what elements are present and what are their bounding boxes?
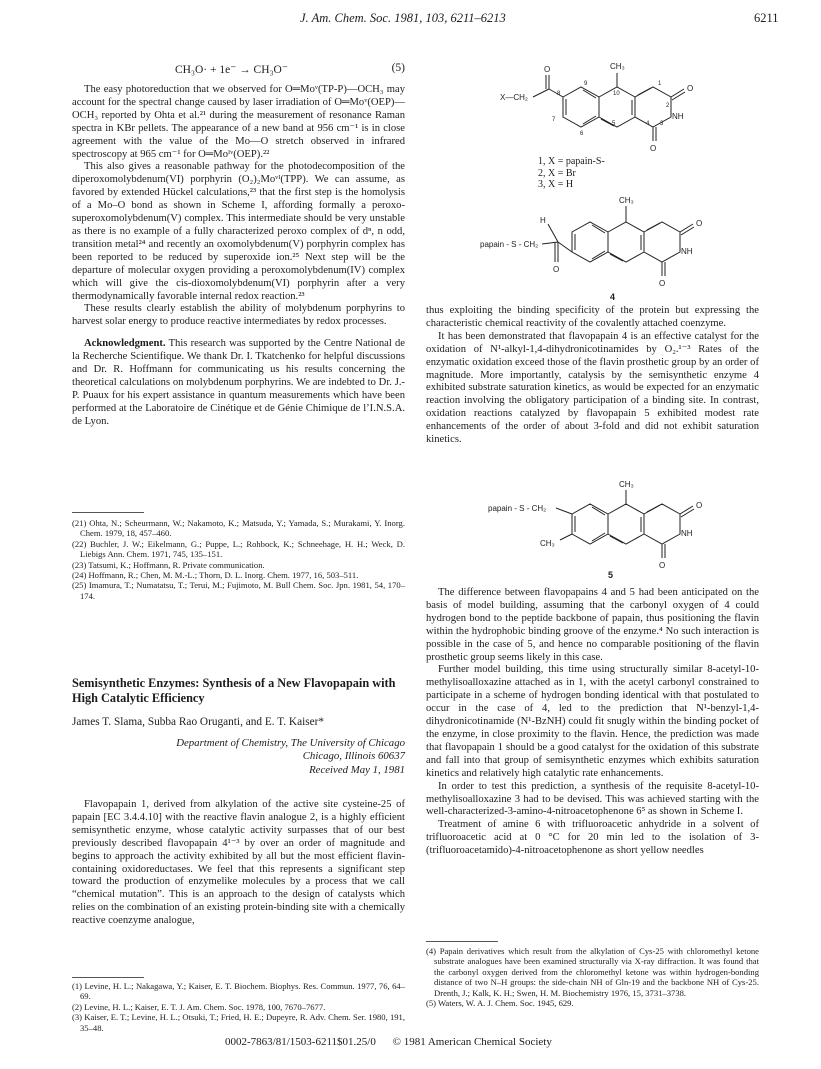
compound-number: 5 xyxy=(608,570,614,580)
left-column-body xyxy=(72,84,405,429)
received-date: Received May 1, 1981 xyxy=(309,763,405,776)
oxo-label: O xyxy=(696,501,703,510)
acknowledgment-text: This research was supported by the Centre National de la Recherche Scientifique. We thank Dr. I. Tkatchenko for helpful discussions and Dr. R. Hoffmann for communicating us his results concerning the theoretical calculations on molybdenum porphyrins. We are indebted to Dr. J.-P. Puaux for his expert assistance in quantum measurements which have been performed at the Laboratoire de Cinétique et de Génie Chimique de l’I.N.S.A. de Lyon. xyxy=(72,338,405,427)
paragraph: Treatment of amine 6 with trifluoroacetic anhydride in a solvent of trifluoroacetic acid at 0 °C for 20 min led to the isolation of 3-(trifluoroacetamido)-4-nitroacetophenone as short yellow needles xyxy=(426,819,759,857)
atom-number: 3 xyxy=(660,121,664,127)
paragraph: thus exploiting the binding specificity of the protein but expressing the characteristic chemical reactivity of the covalently attached coenzyme. xyxy=(426,305,759,329)
nh-label: NH xyxy=(681,247,693,256)
reference: (2) Levine, H. L.; Kaiser, E. T. J. Am. Chem. Soc. 1978, 100, 7670–7677. xyxy=(72,1001,326,1012)
footnote-rule xyxy=(72,977,144,978)
flavin-structure-5 xyxy=(488,478,728,580)
page-number: 6211 xyxy=(754,11,779,25)
paragraph: Flavopapain 1, derived from alkylation of the active site cysteine-25 of papain [EC 3.4.4.10] with the reactive flavin analogue 2, is a highly efficient semisynthetic enzyme, whose catalytic activity surpasses that of our best previously described flavopapain 4¹⁻³ by over an order of magnitude and begins to approach the activity exhibited by all but the most efficient flavin-containing oxidoreductases. We feel that this represents a significant step toward the production of enzymelike molecules by a process that we call “chemical mutation”. This is an approach to the design of catalysts which relies on the combination of an existing protein-binding site with a chemically reactive coenzyme analogue, xyxy=(72,799,405,927)
equation-number: (5) xyxy=(391,62,405,74)
methyl-label: CH₃ xyxy=(610,62,625,71)
references-bottom-left xyxy=(72,981,405,1033)
references-top xyxy=(72,518,405,601)
right-column-body-b xyxy=(426,587,759,858)
oxo-label: O xyxy=(659,561,666,570)
right-column-body-a xyxy=(426,305,759,447)
paragraph: Further model building, this time using structurally similar 8-acetyl-10-methylisoalloxazine attached as in 1, with the acetyl carbonyl constrained to participate in a scheme of hydrogen bonding identical with that postulated to occur in the case of 4, led to the prediction that N¹-benzyl-1,4-dihydronicotinamide (N¹-BzNH) could fit snugly within the binding pocket of the enzyme, in close proximity to the flavin. Hence, the prediction was made that flavopapain 1 should be a good catalyst for the oxidation of this substrate and fall into that group of semisynthetic enzymes which exhibits saturation kinetics and relatively high catalytic rate enhancements. xyxy=(426,664,759,779)
atom-number: 1 xyxy=(658,81,662,87)
flavin-structure-4 xyxy=(480,192,720,304)
article-first-paragraph xyxy=(72,799,405,928)
nh-label: NH xyxy=(681,529,693,538)
paragraph: The difference between flavopapains 4 and 5 had been anticipated on the basis of model building, assuming that the carbonyl oxygen of 4 could hydrogen bond to the peptide backbone of papain, thus positioning the flavin within the hydrophobic binding groove of the enzyme.⁴ No such interaction is possible in the case of 5, and hence no comparable positioning of the flavin prosthetic group seems likely in this case. xyxy=(426,587,759,663)
footer-code: 0002-7863/81/1503-6211$01.25/0 xyxy=(225,1036,376,1048)
atom-number: 9 xyxy=(584,81,588,87)
reference: (3) Kaiser, E. T.; Levine, H. L.; Otsuki, T.; Fried, H. E.; Dupeyre, R. Adv. Chem. Ser. 1980, 191, 35–48. xyxy=(72,1012,405,1033)
compound-2: 2, X = Br xyxy=(538,167,576,179)
footnote-rule xyxy=(72,512,144,513)
acknowledgment xyxy=(72,338,405,428)
nh-label: NH xyxy=(672,112,684,121)
article-title: Semisynthetic Enzymes: Synthesis of a New Flavopapain with High Catalytic Efficiency xyxy=(72,676,396,705)
paragraph: The easy photoreduction that we observed for O═Moᵛ(TP-P)—OCH₃ may account for the spectral change caused by laser irradiation of O═Moᵛ(OEP)—OCH₃ reported by Ohta et al.²¹ during the measurement of resonance Raman spectra in KBr pellets. The appearance of a new band at 956 cm⁻¹ is in close agreement with the value of the Mo—O stretch observed in infrared spectroscopy at 965 cm⁻¹ for O═Moᴵᵛ(OEP).²² xyxy=(72,84,405,160)
flavin-structure-1 xyxy=(500,55,730,175)
compound-number: 4 xyxy=(610,292,616,302)
oxo-label: O xyxy=(687,84,694,93)
affiliation-line: Department of Chemistry, The University of Chicago xyxy=(176,737,405,749)
article-affiliation xyxy=(72,737,405,777)
reference: (5) Waters, W. A. J. Chem. Soc. 1945, 629. xyxy=(426,998,574,1009)
compound-1: 1, X = papain-S- xyxy=(538,156,605,167)
reference: (22) Buchler, J. W.; Eikelmann, G.; Puppe, L.; Rohbock, K.; Schneehage, H. H.; Weck, D. Liebigs Ann. Chem. 1971, 745, 135–151. xyxy=(72,538,405,560)
atom-number: 10 xyxy=(613,91,620,97)
atom-number: 5 xyxy=(612,121,616,127)
atom-number: 4 xyxy=(646,121,650,127)
article-authors: James T. Slama, Subba Rao Oruganti, and E. T. Kaiser* xyxy=(72,716,325,728)
atom-number: 6 xyxy=(580,131,584,137)
paragraph: This also gives a reasonable pathway for the photodecomposition of the diperoxomolybdenum(VI) porphyrin (O₂)₂Moᵛᴵ(TPP). We can assume, as favored by extended Hückel calculations,²³ that the first step is the homolysis of a Mo–O bond as shown in Scheme I, affording formally a peroxo-superoxomolybdenum(V) complex. This intermediate should be very unstable as there is no example of a fully characterized peroxo complex of dⁿ, n odd, transition metal²⁴ and recently an oxomolybdenum(V) porphyrin complex has been reported to be reduced by superoxide ion.²⁵ Next step will be the departure of molecular oxygen providing a peroxomolybdenum(IV) complex which will give the cis-dioxomolybdenum(VI) porphyrin after a very thermodynamically favorable internal redox reaction.²³ xyxy=(72,161,405,302)
oxo-label: O xyxy=(650,144,657,153)
compound-3: 3, X = H xyxy=(538,179,574,191)
reference: (24) Hoffmann, R.; Chen, M. M.-L.; Thorn, D. L. Inorg. Chem. 1977, 16, 503–511. xyxy=(72,570,359,581)
reference: (23) Tatsumi, K.; Hoffmann, R. Private communication. xyxy=(72,559,265,570)
methyl-label: CH₃ xyxy=(619,196,634,205)
oxo-label: O xyxy=(544,65,551,74)
article-heading xyxy=(72,676,405,777)
paragraph: In order to test this prediction, a synthesis of the requisite 8-acetyl-10-methylisoalloxazine 3 had to be devised. This was achieved starting with the well-characterized-3-amino-4-nitroacetophenone 6⁵ as shown in Scheme I. xyxy=(426,780,759,818)
benzene-ring xyxy=(563,87,599,127)
reference: (1) Levine, H. L.; Nakagawa, Y.; Kaiser, E. T. Biochem. Biophys. Res. Commun. 1977, 76, 64–69. xyxy=(72,981,405,1002)
equation-5 xyxy=(175,62,405,76)
footnote-rule xyxy=(426,941,498,942)
reference: (21) Ohta, N.; Scheurmann, W.; Nakamoto, K.; Matsuda, Y.; Yamada, S.; Murakami, Y. Inorg. Chem. 1979, 18, 457–460. xyxy=(72,518,405,539)
papain-label: papain - S - CH₂ xyxy=(488,504,547,513)
papain-label: papain - S - CH₂ xyxy=(480,240,539,249)
atom-number: 2 xyxy=(666,103,670,109)
oxo-label: O xyxy=(696,219,703,228)
oxo-label: O xyxy=(659,279,666,288)
atom-number: 7 xyxy=(552,117,556,123)
substituent-label: X—CH₂ xyxy=(500,93,528,102)
methyl-label: CH₃ xyxy=(540,539,555,548)
references-bottom-right xyxy=(426,946,759,1008)
running-header: J. Am. Chem. Soc. 1981, 103, 6211–6213 xyxy=(300,11,506,25)
hydrogen-label: H xyxy=(540,216,546,225)
atom-number: 8 xyxy=(557,91,561,97)
oxo-label: O xyxy=(553,265,560,274)
affiliation-line: Chicago, Illinois 60637 xyxy=(302,750,405,763)
reference: (4) Papain derivatives which result from the alkylation of Cys-25 with chloromethyl ketone substrate analogues have been examined structurally via X-ray diffraction. It was found that the carbonyl oxygen derived from the chloromethyl ketone was within hydrogen-bonding distance of two N–H groups: the side-chain NH of Gln-19 and the backbone NH of Cys-25. Drenth, J.; Kalk, K. H.; Swen, H. M. Biochemistry 1976, 15, 3731–3738. xyxy=(426,946,759,998)
footer-copyright: © 1981 American Chemical Society xyxy=(392,1036,552,1048)
compound-list xyxy=(538,156,605,191)
methyl-label: CH₃ xyxy=(619,480,634,489)
equation-text: CH₃O· + 1e⁻ → CH₃O⁻ xyxy=(175,64,288,76)
reference: (25) Imamura, T.; Numatatsu, T.; Terui, M.; Fujimoto, M. Bull Chem. Soc. Jpn. 1981, 54, 170–174. xyxy=(72,580,405,601)
page-footer xyxy=(225,1036,566,1048)
acknowledgment-heading: Acknowledgment. xyxy=(84,338,166,350)
paragraph: These results clearly establish the ability of molybdenum porphyrins to harvest solar energy to produce reactive intermediates by redox processes. xyxy=(72,303,405,328)
paragraph: It has been demonstrated that flavopapain 4 is an effective catalyst for the oxidation of N¹-alkyl-1,4-dihydronicotinamides by O₂.¹⁻³ Rates of the enzymatic oxidation exceed those of the flavin prosthetic group by an order of magnitude. More importantly, catalysis by the semisynthetic enzyme 4 exhibited substrate saturation kinetics, as would be expected for an enzymatic reaction involving the obligatory participation of a binding site. In contrast, oxidation reactions catalyzed by flavopapain 5 exhibited modest rate enhancements of the order of about 3-fold and did not exhibit saturation kinetics. xyxy=(426,330,759,446)
